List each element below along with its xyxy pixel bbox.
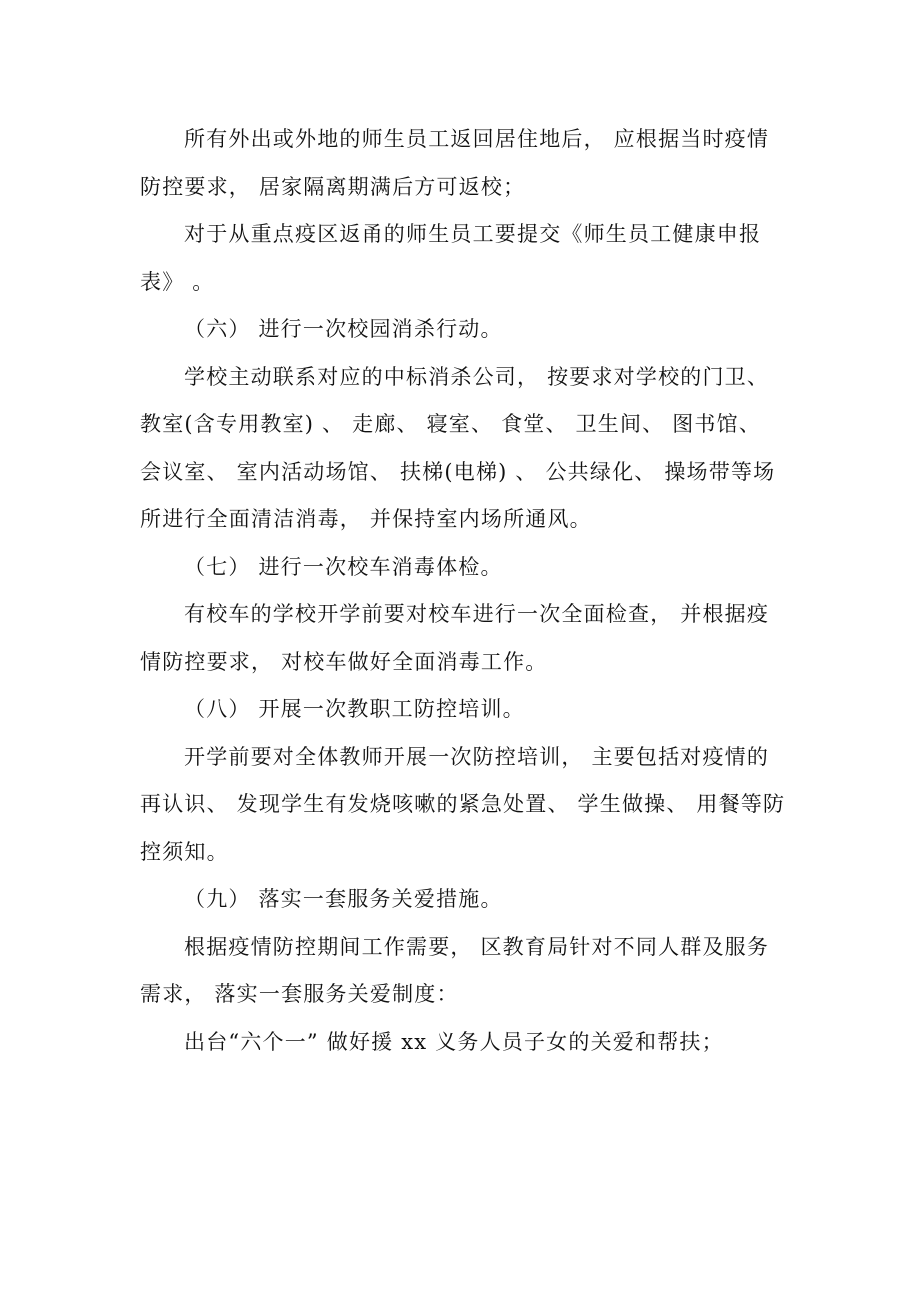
paragraph-campus-disinfection: 学校主动联系对应的中标消杀公司， 按要求对学校的门卫、 教室(含专用教室) 、 走廊、 寝室、 食堂、 卫生间、 图书馆、 会议室、 室内活动场馆、 扶梯(电梯) 、 公共绿化、 操场带等场所进行全面清洁消毒， 并保持室内场所通风。: [140, 364, 777, 531]
paragraph-return-quarantine: 所有外出或外地的师生员工返回居住地后， 应根据当时疫情防控要求， 居家隔离期满后方可返校；: [140, 127, 770, 199]
section-heading-7: （七） 进行一次校车消毒体检。: [184, 554, 503, 579]
document-body: [140, 116, 790, 1066]
section-heading-9: （九） 落实一套服务关爱措施。: [184, 887, 503, 911]
paragraph-six-ones: 出台“六个一” 做好援 xx 义务人员子女的关爱和帮扶；: [184, 1029, 724, 1054]
section-heading-6: （六） 进行一次校园消杀行动。: [184, 317, 503, 341]
section-heading-8: （八） 开展一次教职工防控培训。: [184, 697, 525, 721]
paragraph-school-bus: 有校车的学校开学前要对校车进行一次全面检查， 并根据疫情防控要求， 对校车做好全面消毒工作。: [140, 602, 770, 674]
paragraph-staff-training: 开学前要对全体教师开展一次防控培训， 主要包括对疫情的再认识、 发现学生有发烧咳嗽的紧急处置、 学生做操、 用餐等防控须知。: [140, 744, 786, 864]
paragraph-care-measures: 根据疫情防控期间工作需要， 区教育局针对不同人群及服务需求， 落实一套服务关爱制度：: [140, 934, 770, 1006]
paragraph-health-declaration: 对于从重点疫区返甬的师生员工要提交《师生员工健康申报表》 。: [140, 222, 762, 294]
